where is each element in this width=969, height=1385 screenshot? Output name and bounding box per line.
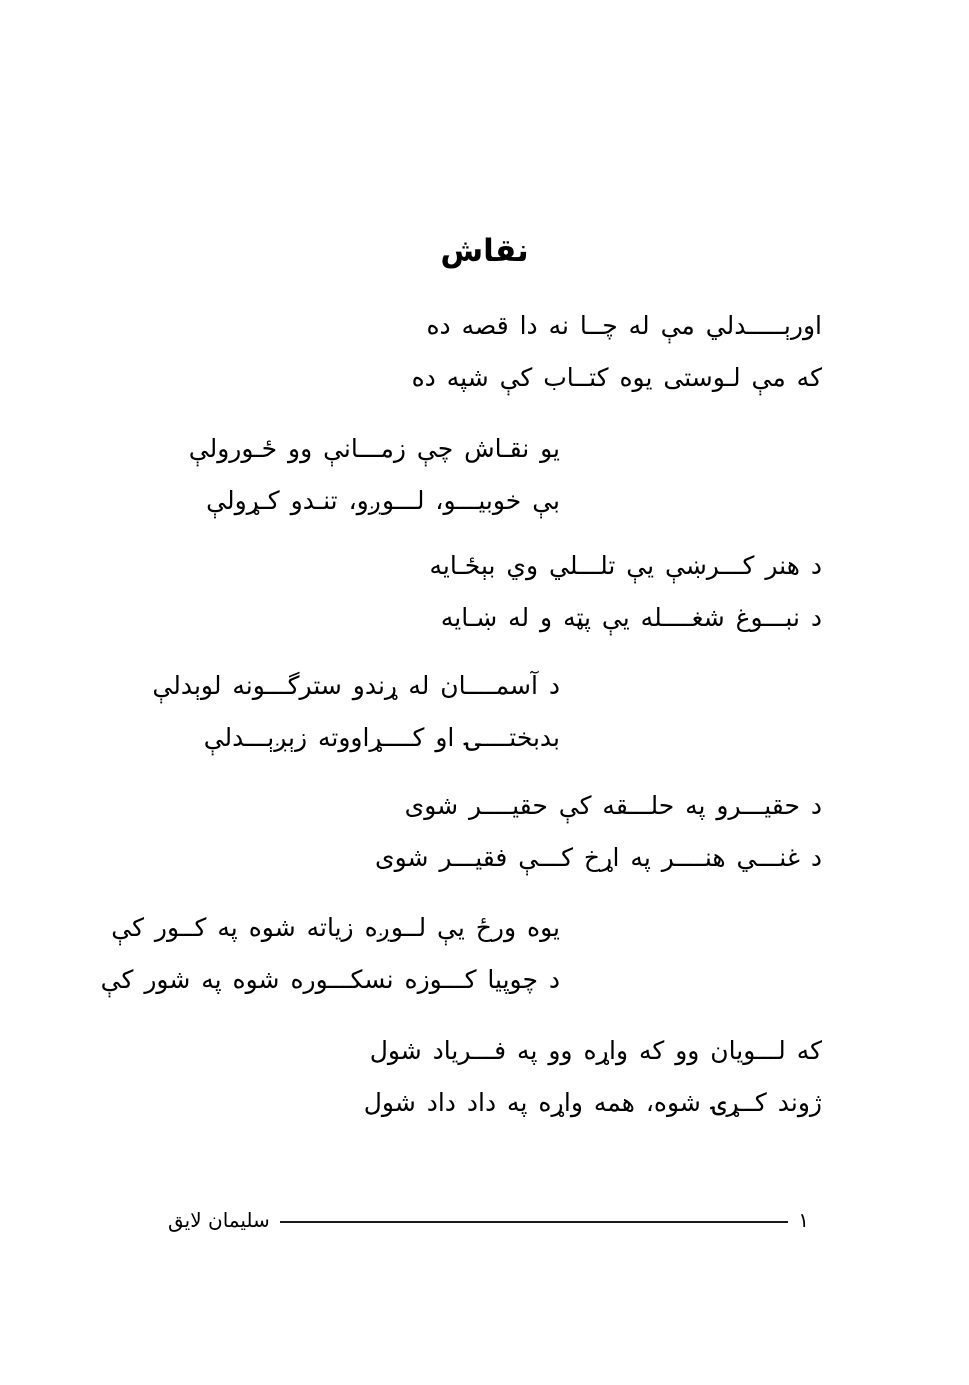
author-name: سليمان لايق bbox=[168, 1208, 270, 1232]
poem-title: نقاش bbox=[440, 232, 529, 269]
couplet-6 bbox=[101, 902, 560, 1006]
verse-line: د حقيـــرو په حلـــقه کې حقيــــر شوی bbox=[404, 791, 822, 820]
verse-line: د چوپيا کـــوزه نسکـــوره شوه په شور کې bbox=[100, 965, 560, 994]
verse-line: بې خوبيـــو، لـــوږو، تنـدو کـړولې bbox=[206, 486, 560, 515]
couplet-4 bbox=[152, 660, 560, 764]
verse-line: بدبختــــۍ او کــــړاووته زېږېـــدلې bbox=[203, 723, 560, 752]
verse-line: يو نقـاش چې زمـــانې وو ځـورولې bbox=[188, 434, 560, 463]
verse-line: اورېـــــدلي مې له چــا نه دا قصه ده bbox=[426, 311, 822, 340]
couplet-3 bbox=[430, 540, 823, 644]
couplet-7 bbox=[364, 1025, 822, 1129]
verse-line: د هنر کـــرښې يې تلـــلي وي بېځـايه bbox=[429, 551, 822, 580]
couplet-2 bbox=[189, 423, 560, 527]
page-number: ١ bbox=[798, 1208, 809, 1232]
verse-line: د نبـــوغ شغــــله يې پټه و له ښـايه bbox=[440, 603, 822, 632]
verse-line: که مې لـوستی يوه کتــاب کې شپه ده bbox=[411, 363, 822, 392]
footer-rule bbox=[280, 1221, 788, 1223]
verse-line: ژوند کــړۍ شوه، همه واړه په داد داد شول bbox=[363, 1088, 822, 1117]
verse-line: د آسمــــان له ړندو سترگـــونه لوېدلې bbox=[152, 671, 560, 700]
couplet-5 bbox=[375, 780, 822, 884]
couplet-1 bbox=[412, 300, 822, 404]
verse-line: د غنـــي هنــــر په اړخ کـــې فقيـــر شوی bbox=[375, 843, 822, 872]
verse-line: که لـــويان وو که واړه وو په فـــرياد شول bbox=[369, 1036, 822, 1065]
verse-line: يوه ورځ يې لــوږه زياته شوه په کــور کې bbox=[111, 913, 560, 942]
page-footer bbox=[168, 1202, 809, 1238]
